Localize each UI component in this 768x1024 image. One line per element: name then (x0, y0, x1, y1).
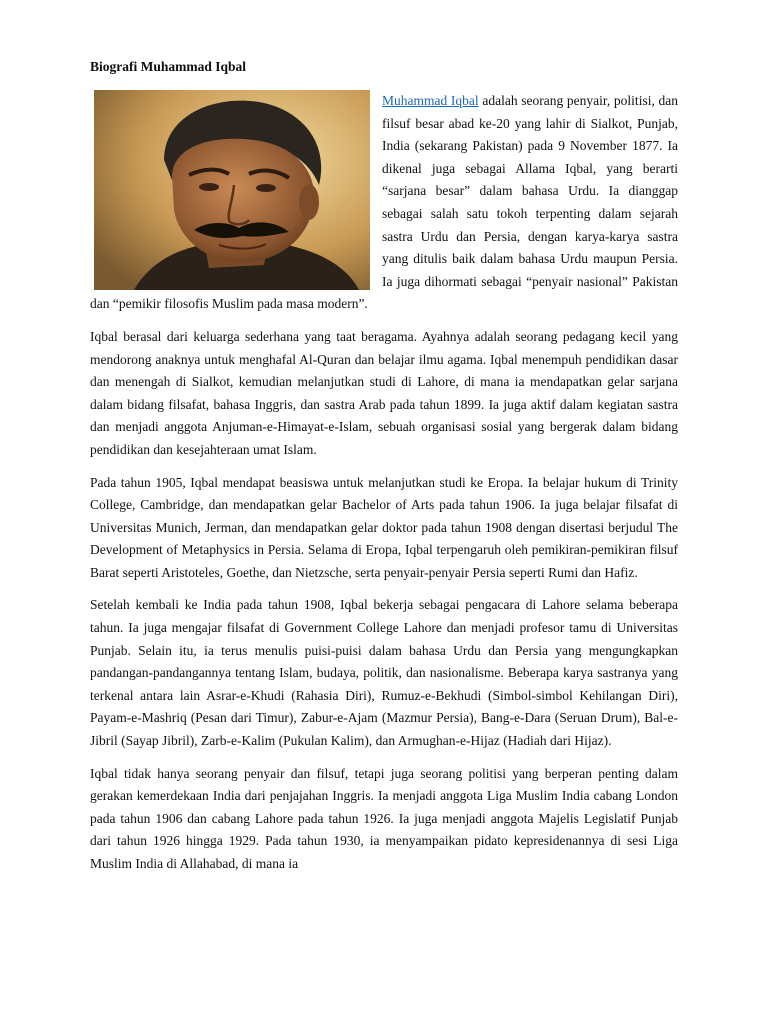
document-title: Biografi Muhammad Iqbal (90, 59, 247, 74)
paragraph-early-life: Iqbal berasal dari keluarga sederhana yang taat beragama. Ayahnya adalah seorang pedagang kecil yang mendorong anaknya untuk menghafal Al-Quran dan belajar ilmu agama. Iqbal menempuh pendidikan dasar dan menengah di Sialkot, kemudian melanjutkan studi di Lahore, di mana ia mendapatkan gelar sarjana dalam bidang filsafat, bahasa Inggris, dan sastra Arab pada tahun 1899. Ia juga aktif dalam kegiatan sastra dan menjadi anggota Anjuman-e-Himayat-e-Islam, sebuah organisasi sosial yang bergerak dalam bidang pendidikan dan kesejahteraan umat Islam. (90, 328, 678, 457)
intro-paragraph (90, 90, 678, 316)
paragraph-career-works: Setelah kembali ke India pada tahun 1908, Iqbal bekerja sebagai pengacara di Lahore selama beberapa tahun. Ia juga mengajar filsafat di Government College Lahore dan menjadi profesor tamu di Universitas Punjab. Selain itu, ia terus menulis puisi-puisi dalam bahasa Urdu dan Persia yang mengungkapkan pandangan-pandangannya tentang Islam, budaya, politik, dan nasionalisme. Beberapa karya sastranya yang terkenal antara lain Asrar-e-Khudi (Rahasia Diri), Rumuz-e-Bekhudi (Simbol-simbol Kehilangan Diri), Payam-e-Mashriq (Pesan dari Timur), Zabur-e-Ajam (Mazmur Persia), Bang-e-Dara (Seruan Drum), Bal-e-Jibril (Sayap Jibril), Zarb-e-Kalim (Pukulan Kalim), dan Armughan-e-Hijaz (Hadiah dari Hijaz). (90, 597, 678, 749)
muhammad-iqbal-link[interactable]: Muhammad Iqbal (382, 93, 479, 108)
paragraph-politics: Iqbal tidak hanya seorang penyair dan filsuf, tetapi juga seorang politisi yang berperan penting dalam gerakan kemerdekaan India dari penjajahan Inggris. Ia menjadi anggota Liga Muslim India cabang London pada tahun 1906 dan cabang Lahore pada tahun 1926. Ia juga menjadi anggota Majelis Legislatif Punjab dari tahun 1926 hingga 1929. Pada tahun 1930, ia menyampaikan pidato kepresidenannya di sesi Liga Muslim India di Allahabad, di mana ia (90, 765, 678, 871)
intro-text: adalah seorang penyair, politisi, dan filsuf besar abad ke-20 yang lahir di Sialkot, Punjab, India (sekarang Pakistan) pada 9 November 1877. Ia dikenal juga sebagai Allama Iqbal, yang berarti “sarjana besar” dalam bahasa Urdu. Ia dianggap sebagai salah satu tokoh terpenting dalam sejarah sastra Urdu dan Persia, dengan karya-karya sastra yang ditulis baik dalam bahasa Urdu maupun Persia. Ia juga dihormati sebagai “penyair nasional” Pakistan dan “pemikir filosofis Muslim pada masa modern”. (90, 93, 678, 312)
portrait-illustration (94, 90, 370, 290)
paragraph-europe-studies: Pada tahun 1905, Iqbal mendapat beasiswa untuk melanjutkan studi ke Eropa. Ia belajar hukum di Trinity College, Cambridge, dan mendapatkan gelar Bachelor of Arts pada tahun 1906. Ia juga belajar filsafat di Universitas Munich, Jerman, dan mendapatkan gelar doktor pada tahun 1908 dengan disertasi berjudul The Development of Metaphysics in Persia. Selama di Eropa, Iqbal terpengaruh oleh pemikiran-pemikiran filsuf Barat seperti Aristoteles, Goethe, dan Nietzsche, serta penyair-penyair Persia seperti Rumi dan Hafiz. (90, 474, 678, 580)
portrait-photo (94, 90, 370, 290)
